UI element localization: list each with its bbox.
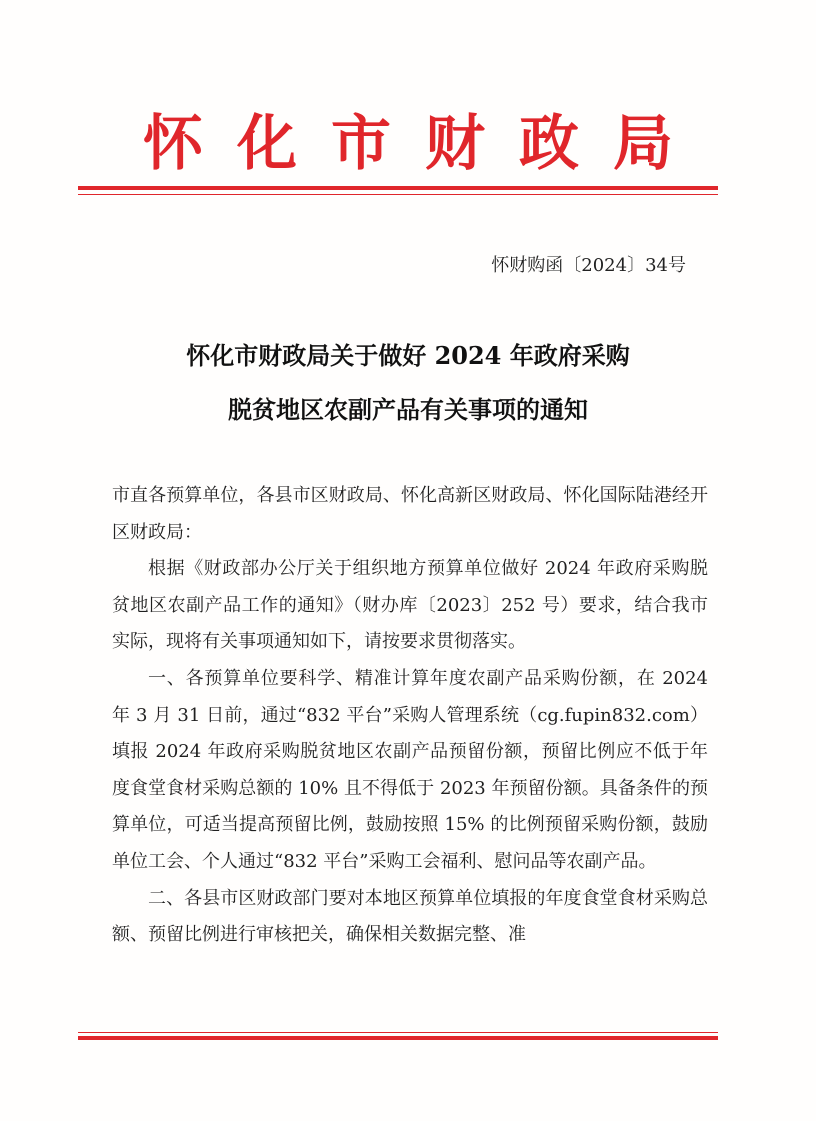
document-reference-number: 怀财购函〔2024〕34号 bbox=[491, 255, 686, 276]
letterhead-red-rule-thick bbox=[78, 186, 718, 190]
document-addressee: 市直各预算单位，各县市区财政局、怀化高新区财政局、怀化国际陆港经开区财政局： bbox=[112, 485, 708, 543]
letterhead-red-rule-thin bbox=[78, 194, 718, 195]
document-title-line-2: 脱贫地区农副产品有关事项的通知 bbox=[228, 395, 588, 424]
letterhead-agency-name: 怀化市财政局 bbox=[143, 109, 707, 179]
body-paragraph: 二、各县市区财政部门要对本地区预算单位填报的年度食堂食材采购总额、预留比例进行审核把关，确保相关数据完整、准 bbox=[112, 887, 708, 946]
body-paragraph: 一、各预算单位要科学、精准计算年度农副产品采购份额，在 2024 年 3 月 31 日前，通过“832 平台”采购人管理系统（cg.fupin832.com）填报 2024 年政府采购脱贫地区农副产品预留份额，预留比例应不低于年度食堂食材采购总额的 10% 且不得低于 2023 年预留份额。具备条件的预算单位，可适当提高预留比例，鼓励按照 15% 的比例预留采购份额，鼓励单位工会、个人通过“832 平台”采购工会福利、慰问品等农副产品。 bbox=[112, 667, 708, 872]
footer-red-rule-thick bbox=[78, 1036, 718, 1040]
document-title-line-1: 怀化市财政局关于做好 2024 年政府采购 bbox=[186, 341, 630, 370]
footer-red-rule-thin bbox=[78, 1032, 718, 1033]
document-body bbox=[112, 478, 708, 954]
body-paragraph: 根据《财政部办公厅关于组织地方预算单位做好 2024 年政府采购脱贫地区农副产品工作的通知》（财办库〔2023〕252 号）要求，结合我市实际，现将有关事项通知如下，请按要求贯彻落实。 bbox=[112, 558, 708, 653]
